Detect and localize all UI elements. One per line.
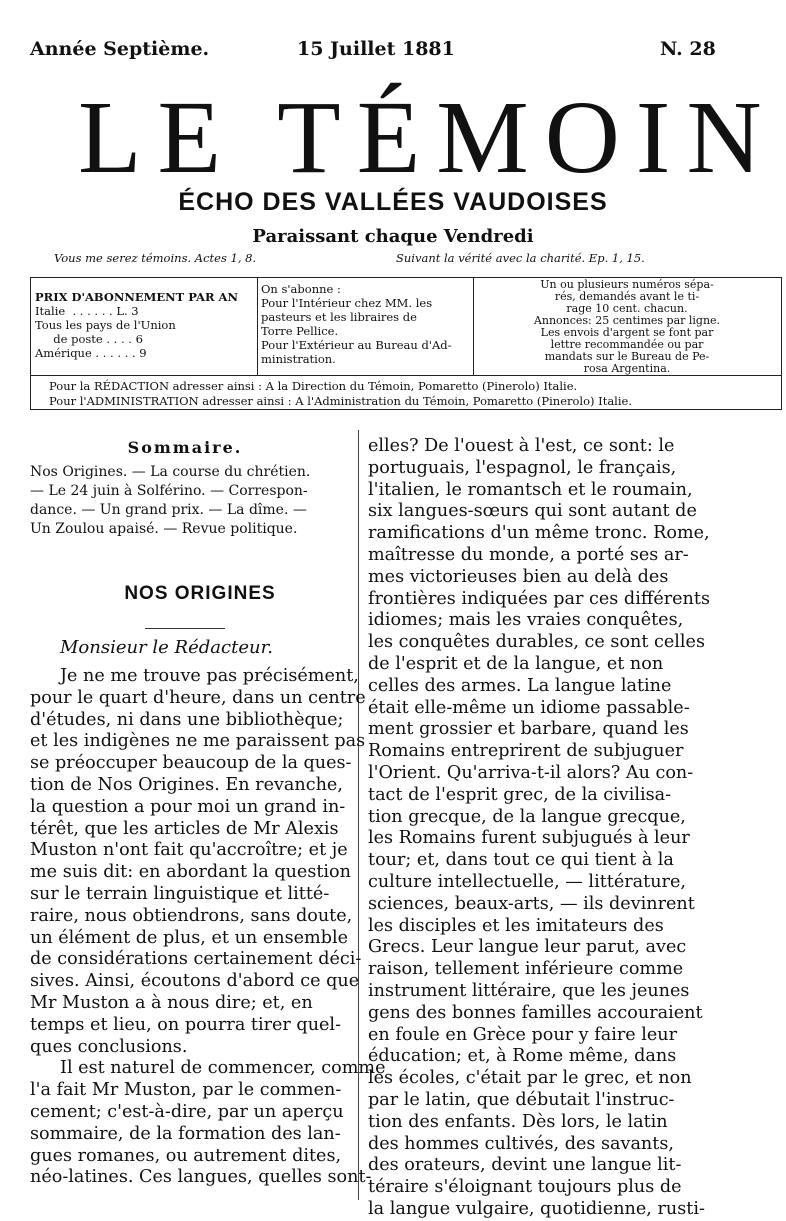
article-column-right (368, 436, 766, 1221)
article-line: Il est naturel de commencer, comme (60, 1058, 386, 1079)
price-line: de poste . . . . 6 (35, 332, 143, 346)
sales-line: Les envois d'argent se font par (540, 326, 714, 339)
motto-right: Suivant la vérité avec la charité. Ep. 1, 15. (396, 251, 645, 265)
article-line: de considérations certainement déci- (30, 949, 362, 970)
redaction-address: Pour la RÉDACTION adresser ainsi : A la Direction du Témoin, Pomaretto (Pinerolo) Italie. (49, 379, 578, 393)
newspaper-title: LE TÉMOIN (78, 80, 778, 195)
article-line: ramifications d'un même tronc. Rome, (368, 523, 710, 544)
article-line: et les indigènes ne me paraissent pas (30, 731, 366, 752)
subscribe-line: ministration. (261, 352, 336, 366)
price-line: Tous les pays de l'Union (35, 318, 176, 332)
article-line: l'a fait Mr Muston, par le commen- (30, 1080, 342, 1101)
sales-line: mandats sur le Bureau de Pe- (544, 350, 710, 363)
article-line: maîtresse du monde, a porté ses ar- (368, 544, 689, 565)
sales-line: lettre recommandée ou par (550, 338, 704, 351)
article-line: celles des armes. La langue latine (368, 675, 672, 696)
prices-block (35, 290, 253, 360)
article-line: par le latin, que débutait l'instruc- (368, 1089, 675, 1110)
article-line: idiomes; mais les vraies conquêtes, (368, 610, 684, 631)
article-line: gues romanes, ou autrement dites, (30, 1145, 342, 1166)
sommaire-line: dance. — Un grand prix. — La dîme. — (30, 502, 307, 518)
article-line: téraire s'éloignant toujours plus de (368, 1177, 682, 1198)
article-line: néo-latines. Ces langues, quelles sont- (30, 1167, 372, 1188)
subscribe-line: On s'abonne : (261, 282, 341, 296)
article-line: ques conclusions. (30, 1036, 188, 1057)
article-line: les conquêtes durables, ce sont celles (368, 632, 705, 653)
article-line: tion de Nos Origines. En revanche, (30, 774, 343, 795)
article-line: était elle-même un idiome passable- (368, 697, 690, 718)
article-line: instrument littéraire, que les jeunes (368, 980, 690, 1001)
article-line: Muston n'ont fait qu'accroître; et je (30, 840, 348, 861)
article-line: un élément de plus, et un ensemble (30, 927, 348, 948)
article-line: gens des bonnes familles accouraient (368, 1002, 703, 1023)
administration-address: Pour l'ADMINISTRATION adresser ainsi : A l'Administration du Témoin, Pomaretto (Pinerolo) Italie. (49, 394, 632, 408)
article-line: l'italien, le romantsch et le roumain, (368, 479, 693, 500)
article-line: la langue vulgaire, quotidienne, rusti- (368, 1198, 705, 1219)
article-line: elles? De l'ouest à l'est, ce sont: le (368, 436, 675, 456)
article-line: en foule en Grèce pour y faire leur (368, 1024, 678, 1045)
article-line: sciences, beaux-arts, — ils devinrent (368, 893, 695, 914)
article-line: Je ne me trouve pas précisément, (60, 666, 359, 686)
article-line: tion des enfants. Dès lors, le latin (368, 1111, 668, 1132)
sales-line: Annonces: 25 centimes par ligne. (533, 314, 721, 327)
sales-line: rage 10 cent. chacun. (566, 302, 688, 315)
article-line: Grecs. Leur langue leur parut, avec (368, 937, 687, 958)
newspaper-subtitle: ÉCHO DES VALLÉES VAUDOISES (178, 188, 608, 216)
article-line: six langues-sœurs qui sont autant de (368, 501, 697, 522)
sommaire-title: Sommaire. (127, 438, 243, 457)
article-line: pour le quart d'heure, dans un centre (30, 687, 366, 708)
article-line: cement; c'est-à-dire, par un aperçu (30, 1101, 344, 1122)
article-line: sives. Ainsi, écoutons d'abord ce que (30, 971, 360, 992)
box-divider (257, 278, 258, 375)
issue-date: 15 Juillet 1881 (297, 38, 455, 60)
sommaire-line: Un Zoulou apaisé. — Revue politique. (30, 521, 298, 537)
article-line: Romains entreprirent de subjuguer (368, 741, 684, 762)
price-line: Italie . . . . . . L. 3 (35, 304, 139, 318)
article-line: frontières indiquées par ces différents (368, 588, 710, 609)
article-line: la question a pour moi un grand in- (30, 796, 346, 817)
volume-label: Année Septième. (30, 38, 210, 60)
sommaire-list (30, 463, 350, 539)
article-column-left (30, 666, 386, 1189)
article-line: d'études, ni dans une bibliothèque; (30, 709, 344, 730)
sommaire-line: — Le 24 juin à Solférino. — Correspon- (30, 483, 308, 499)
article-line: des orateurs, devint une langue lit- (368, 1155, 682, 1176)
subscribe-block (261, 282, 469, 366)
subscribe-line: pasteurs et les libraires de (261, 310, 417, 324)
sales-line: rosa Argentina. (583, 362, 671, 375)
prices-title: PRIX D'ABONNEMENT PAR AN (35, 290, 238, 304)
motto-left: Vous me serez témoins. Actes 1, 8. (54, 251, 257, 265)
article-line: des hommes cultivés, des savants, (368, 1133, 674, 1154)
subscribe-line: Pour l'Intérieur chez MM. les (261, 296, 433, 310)
article-line: éducation; et, à Rome même, dans (368, 1046, 677, 1067)
article-line: sur le terrain linguistique et litté- (30, 883, 330, 904)
subscribe-line: Pour l'Extérieur au Bureau d'Ad- (261, 338, 452, 352)
article-line: tact de l'esprit grec, de la civilisa- (368, 784, 672, 805)
article-line: sommaire, de la formation des lan- (30, 1123, 341, 1144)
title-rule (145, 628, 225, 629)
issue-number: N. 28 (660, 38, 716, 60)
article-line: raire, nous obtiendrons, sans doute, (30, 905, 353, 926)
article-line: me suis dit: en abordant la question (30, 862, 351, 883)
article-line: mes victorieuses bien au delà des (368, 566, 669, 587)
article-line: tour; et, dans tout ce qui tient à la (368, 850, 674, 871)
article-line: se préoccuper beaucoup de la ques- (30, 753, 352, 774)
subscription-box (30, 277, 782, 410)
subscribe-line: Torre Pellice. (261, 324, 339, 338)
article-title: NOS ORIGINES (124, 583, 276, 604)
publication-frequency: Paraissant chaque Vendredi (252, 226, 534, 247)
article-line: ment grossier et barbare, quand les (368, 719, 689, 740)
price-line: Amérique . . . . . . 9 (35, 346, 147, 360)
box-divider (473, 278, 474, 375)
column-separator (358, 430, 359, 1200)
box-divider (31, 375, 781, 376)
article-line: les disciples et les imitateurs des (368, 915, 664, 936)
article-line: tion grecque, de la langue grecque, (368, 806, 686, 827)
sales-line: Un ou plusieurs numéros sépa- (540, 278, 714, 291)
sales-line: rés, demandés avant le ti- (554, 290, 700, 303)
article-salutation: Monsieur le Rédacteur. (60, 637, 273, 658)
article-line: raison, tellement inférieure comme (368, 959, 684, 980)
article-line: portuguais, l'espagnol, le français, (368, 457, 677, 478)
sommaire-line: Nos Origines. — La course du chrétien. (30, 464, 311, 480)
sales-block (477, 279, 777, 375)
article-line: les écoles, c'était par le grec, et non (368, 1068, 692, 1089)
article-line: de l'esprit et de la langue, et non (368, 653, 664, 674)
article-line: Mr Muston a à nous dire; et, en (30, 992, 313, 1013)
article-line: l'Orient. Qu'arriva-t-il alors? Au con- (368, 762, 694, 783)
article-line: les Romains furent subjugués à leur (368, 828, 690, 849)
article-line: culture intellectuelle, — littérature, (368, 871, 686, 892)
article-line: térêt, que les articles de Mr Alexis (30, 818, 339, 839)
article-line: temps et lieu, on pourra tirer quel- (30, 1014, 342, 1035)
